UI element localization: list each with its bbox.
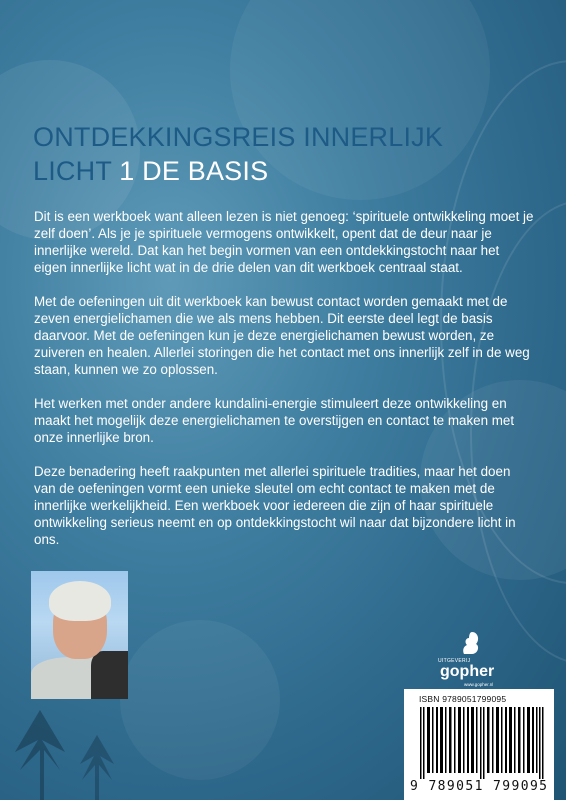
bokeh-light [120,620,280,780]
title-subtitle: 1 DE BASIS [111,156,269,186]
publisher-url: www.gopher.nl [464,682,494,687]
publisher-name: gopher [440,663,495,680]
paragraph: Het werken met onder andere kundalini-energie stimuleert deze ontwikkeling en maakt het mogelijk deze energielichamen te overstijgen en contact te maken met onze innerlijke bron. [34,396,515,445]
barcode-icon [420,707,544,779]
barcode-area [404,689,554,800]
paragraph: Deze benadering heeft raakpunten met allerlei spirituele tradities, maar het doen van de oefeningen vormt een unieke sleutel om echt contact te maken met de innerlijke werkelijkheid. Een werkboek voor iedereen die zijn of haar spirituele ontwikkeling serieus neemt en op ontdekkingstocht wil naar dat bijzondere licht in ons. [34,464,516,547]
paragraph: Met de oefeningen uit dit werkboek kan bewust contact worden gemaakt met de zeven energielichamen die we als mens hebben. Dit eerste deel legt de basis daarvoor. Met de oefeningen kun je deze energielichamen bewust worden, ze zuiveren en healen. Allerlei storingen die het contact met ons innerlijk zelf in de weg staan, kunnen we zo oplossen. [34,294,530,377]
book-title [33,120,533,188]
isbn-label: ISBN 9789051799095 [419,694,507,704]
paragraph: Dit is een werkboek want alleen lezen is niet genoeg: ‘spirituele ontwikkeling moet je zelf doen’. Als je je spirituele vermogens ontwikkelt, opent dat de deur naar je innerlijke wereld. Dat kan het begin vormen van een ontdekkingstocht naar het eigen innerlijke licht wat in de drie delen van dit werkboek centraal staat. [34,209,534,275]
squirrel-icon [458,630,480,656]
title-line-1: ONTDEKKINGSREIS INNERLIJK [33,122,444,152]
publisher-logo [438,630,508,687]
barcode-digits: 9 789051 799095 [410,779,549,794]
tree-silhouette [0,690,120,800]
back-cover-text [34,208,534,565]
author-photo [31,571,128,699]
title-word-licht: LICHT [33,156,112,186]
publisher-prefix: UITGEVERIJ [438,658,471,664]
